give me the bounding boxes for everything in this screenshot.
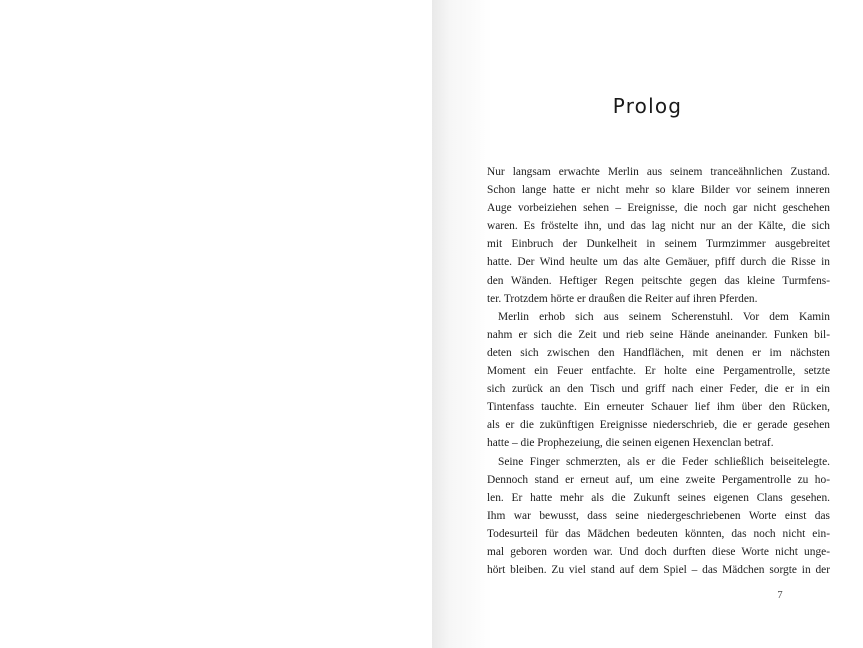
- chapter-title: Prolog: [612, 94, 683, 118]
- text-line: sich zurück an den Tisch und griff nach einer Feder, die er in ein: [487, 383, 830, 396]
- text-line: Auge vorbeiziehen sehen – Ereignisse, die noch gar nicht geschehen: [487, 202, 830, 215]
- text-line: Merlin erhob sich aus seinem Scherenstuhl. Vor dem Kamin: [498, 310, 830, 323]
- text-line: Seine Finger schmerzten, als er die Feder schließlich beiseitelegte.: [498, 455, 830, 468]
- text-line: Nur langsam erwachte Merlin aus seinem tranceähnlichen Zustand.: [487, 166, 830, 178]
- right-page: [432, 0, 863, 648]
- text-line: Schon lange hatte er nicht mehr so klare Bilder vor seinem inneren: [487, 184, 830, 197]
- text-line: den Wänden. Heftiger Regen peitschte gegen das kleine Turmfens-: [487, 274, 830, 287]
- text-line: waren. Es fröstelte ihn, und das lag nicht nur an der Kälte, die sich: [487, 220, 830, 233]
- text-line: Moment ein Feuer entfachte. Er holte eine Pergamentrolle, setzte: [487, 365, 830, 378]
- page-number: 7: [777, 590, 783, 601]
- text-line: hört bleiben. Zu viel stand auf dem Spiel – das Mädchen sorgte in der: [487, 564, 830, 577]
- text-line: deten sich zwischen den Handflächen, mit denen er im nächsten: [487, 346, 830, 359]
- text-line: ter. Trotzdem hörte er draußen die Reiter auf ihren Pferden.: [487, 292, 758, 305]
- body-text: [487, 163, 830, 579]
- text-line: Todesurteil für das Mädchen bedeuten könnten, das noch nicht ein-: [487, 527, 830, 540]
- text-line: hatte – die Prophezeiung, die seinen eigenen Hexenclan betraf.: [487, 437, 774, 450]
- text-line: nahm er sich die Zeit und rieb seine Hände aneinander. Funken bil-: [487, 328, 830, 341]
- text-line: hatte. Der Wind heulte um das alte Gemäuer, pfiff durch die Risse in: [487, 256, 830, 269]
- text-line: als er die zukünftigen Ereignisse niederschrieb, die er gerade gesehen: [487, 419, 830, 432]
- text-line: Ihm war bewusst, dass seine niedergeschriebenen Worte einst das: [487, 509, 830, 522]
- text-line: mit Einbruch der Dunkelheit in seinem Turmzimmer ausgebreitet: [487, 238, 830, 251]
- text-line: Dennoch stand er erneut auf, um eine zweite Pergamentrolle zu ho-: [487, 473, 830, 486]
- text-line: mal geboren worden war. Und doch durften diese Worte nicht unge-: [487, 545, 830, 558]
- text-line: len. Er hatte mehr als die Zukunft seines eigenen Clans gesehen.: [487, 491, 830, 504]
- text-line: Tintenfass tauchte. Ein erneuter Schauer lief ihm über den Rücken,: [487, 401, 830, 414]
